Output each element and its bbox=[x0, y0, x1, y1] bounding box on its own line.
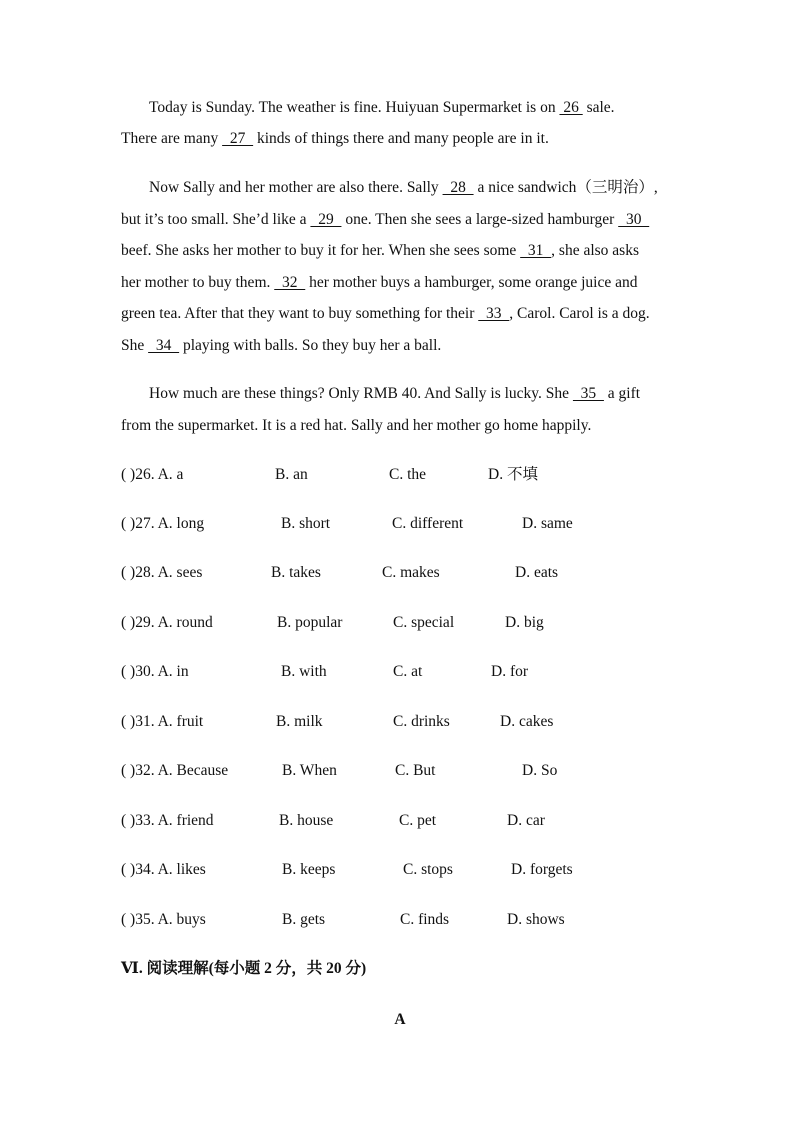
passage-text: There are many bbox=[121, 130, 223, 147]
option-b: B. takes bbox=[271, 564, 321, 581]
passage-line bbox=[121, 210, 649, 230]
question-stem-option-a: ( )28. A. sees bbox=[121, 564, 203, 581]
subsection-label: A bbox=[394, 1011, 406, 1028]
option-c: C. drinks bbox=[393, 713, 450, 730]
blank-32: 32 bbox=[274, 274, 306, 291]
option-d: D. cakes bbox=[500, 713, 554, 730]
option-b: B. popular bbox=[277, 614, 343, 631]
passage-line bbox=[121, 273, 638, 293]
question-row bbox=[121, 761, 741, 781]
passage-text: kinds of things there and many people are in it. bbox=[253, 130, 549, 147]
option-d: D. forgets bbox=[511, 861, 573, 878]
question-stem-option-a: ( )31. A. fruit bbox=[121, 713, 204, 730]
question-row bbox=[121, 465, 741, 485]
question-row bbox=[121, 613, 741, 633]
passage-line bbox=[121, 304, 650, 324]
passage-text: beef. She asks her mother to buy it for her. When she sees some bbox=[121, 242, 521, 259]
option-c: C. stops bbox=[403, 861, 453, 878]
option-b: B. keeps bbox=[282, 861, 336, 878]
passage-line bbox=[121, 129, 549, 149]
question-stem-option-a: ( )35. A. buys bbox=[121, 911, 206, 928]
passage-text: her mother to buy them. bbox=[121, 274, 275, 291]
blank-33: 33 bbox=[478, 305, 510, 322]
blank-30: 30 bbox=[618, 211, 650, 228]
question-stem-option-a: ( )32. A. Because bbox=[121, 762, 229, 779]
option-b: B. house bbox=[279, 812, 334, 829]
question-stem-option-a: ( )29. A. round bbox=[121, 614, 213, 631]
passage-text: , Carol. Carol is a dog. bbox=[509, 305, 650, 322]
question-stem-option-a: ( )33. A. friend bbox=[121, 812, 214, 829]
option-d: D. for bbox=[491, 663, 529, 680]
passage-text: but it’s too small. She’d like a bbox=[121, 211, 311, 228]
option-b: B. gets bbox=[282, 911, 326, 928]
blank-34: 34 bbox=[148, 337, 180, 354]
passage-text: Now Sally and her mother are also there. Sally bbox=[149, 179, 443, 196]
option-d: D. same bbox=[522, 515, 573, 532]
passage-line bbox=[121, 416, 591, 436]
question-row bbox=[121, 860, 741, 880]
passage-line bbox=[121, 241, 639, 261]
option-c: C. the bbox=[389, 466, 427, 483]
blank-35: 35 bbox=[572, 385, 604, 402]
question-stem-option-a: ( )27. A. long bbox=[121, 515, 205, 532]
option-c: C. special bbox=[393, 614, 455, 631]
option-d: D. car bbox=[507, 812, 545, 829]
blank-28: 28 bbox=[442, 179, 474, 196]
passage-text: playing with balls. So they buy her a ball. bbox=[179, 337, 442, 354]
question-row bbox=[121, 910, 741, 930]
passage-text: from the supermarket. It is a red hat. Sally and her mother go home happily. bbox=[121, 417, 592, 434]
question-stem-option-a: ( )30. A. in bbox=[121, 663, 189, 680]
passage-text: a gift bbox=[603, 385, 641, 402]
blank-26: 26 bbox=[559, 99, 583, 116]
passage-line bbox=[149, 98, 615, 118]
blank-27: 27 bbox=[222, 130, 254, 147]
option-b: B. When bbox=[282, 762, 337, 779]
option-d: D. So bbox=[522, 762, 558, 779]
passage-text: a nice sandwich（三明治）, bbox=[473, 179, 658, 196]
passage-text: sale. bbox=[582, 99, 615, 116]
passage-text: How much are these things? Only RMB 40. And Sally is lucky. She bbox=[149, 385, 573, 402]
passage-text: her mother buys a hamburger, some orange juice and bbox=[305, 274, 638, 291]
blank-31: 31 bbox=[520, 242, 552, 259]
question-row bbox=[121, 662, 741, 682]
option-d: D. eats bbox=[515, 564, 559, 581]
option-b: B. an bbox=[275, 466, 308, 483]
option-b: B. milk bbox=[276, 713, 323, 730]
question-row bbox=[121, 712, 741, 732]
passage-text: She bbox=[121, 337, 149, 354]
question-stem-option-a: ( )34. A. likes bbox=[121, 861, 206, 878]
option-c: C. makes bbox=[382, 564, 440, 581]
blank-29: 29 bbox=[310, 211, 342, 228]
section-title: Ⅵ. 阅读理解(每小题 2 分，共 20 分) bbox=[121, 960, 367, 977]
option-c: C. different bbox=[392, 515, 464, 532]
passage-text: , she also asks bbox=[551, 242, 639, 259]
passage-text: green tea. After that they want to buy something for their bbox=[121, 305, 479, 322]
option-b: B. with bbox=[281, 663, 327, 680]
option-d: D. 不填 bbox=[488, 466, 538, 483]
option-c: C. finds bbox=[400, 911, 450, 928]
option-d: D. big bbox=[505, 614, 544, 631]
option-d: D. shows bbox=[507, 911, 565, 928]
question-row bbox=[121, 811, 741, 831]
passage-line bbox=[149, 178, 658, 198]
question-row bbox=[121, 563, 741, 583]
passage-text: Today is Sunday. The weather is fine. Huiyuan Supermarket is on bbox=[149, 99, 560, 116]
option-c: C. But bbox=[395, 762, 436, 779]
option-b: B. short bbox=[281, 515, 331, 532]
passage-line bbox=[121, 336, 441, 356]
question-row bbox=[121, 514, 741, 534]
question-stem-option-a: ( )26. A. a bbox=[121, 466, 184, 483]
option-c: C. pet bbox=[399, 812, 437, 829]
passage-line bbox=[149, 384, 640, 404]
passage-text: one. Then she sees a large-sized hamburger bbox=[341, 211, 619, 228]
option-c: C. at bbox=[393, 663, 423, 680]
